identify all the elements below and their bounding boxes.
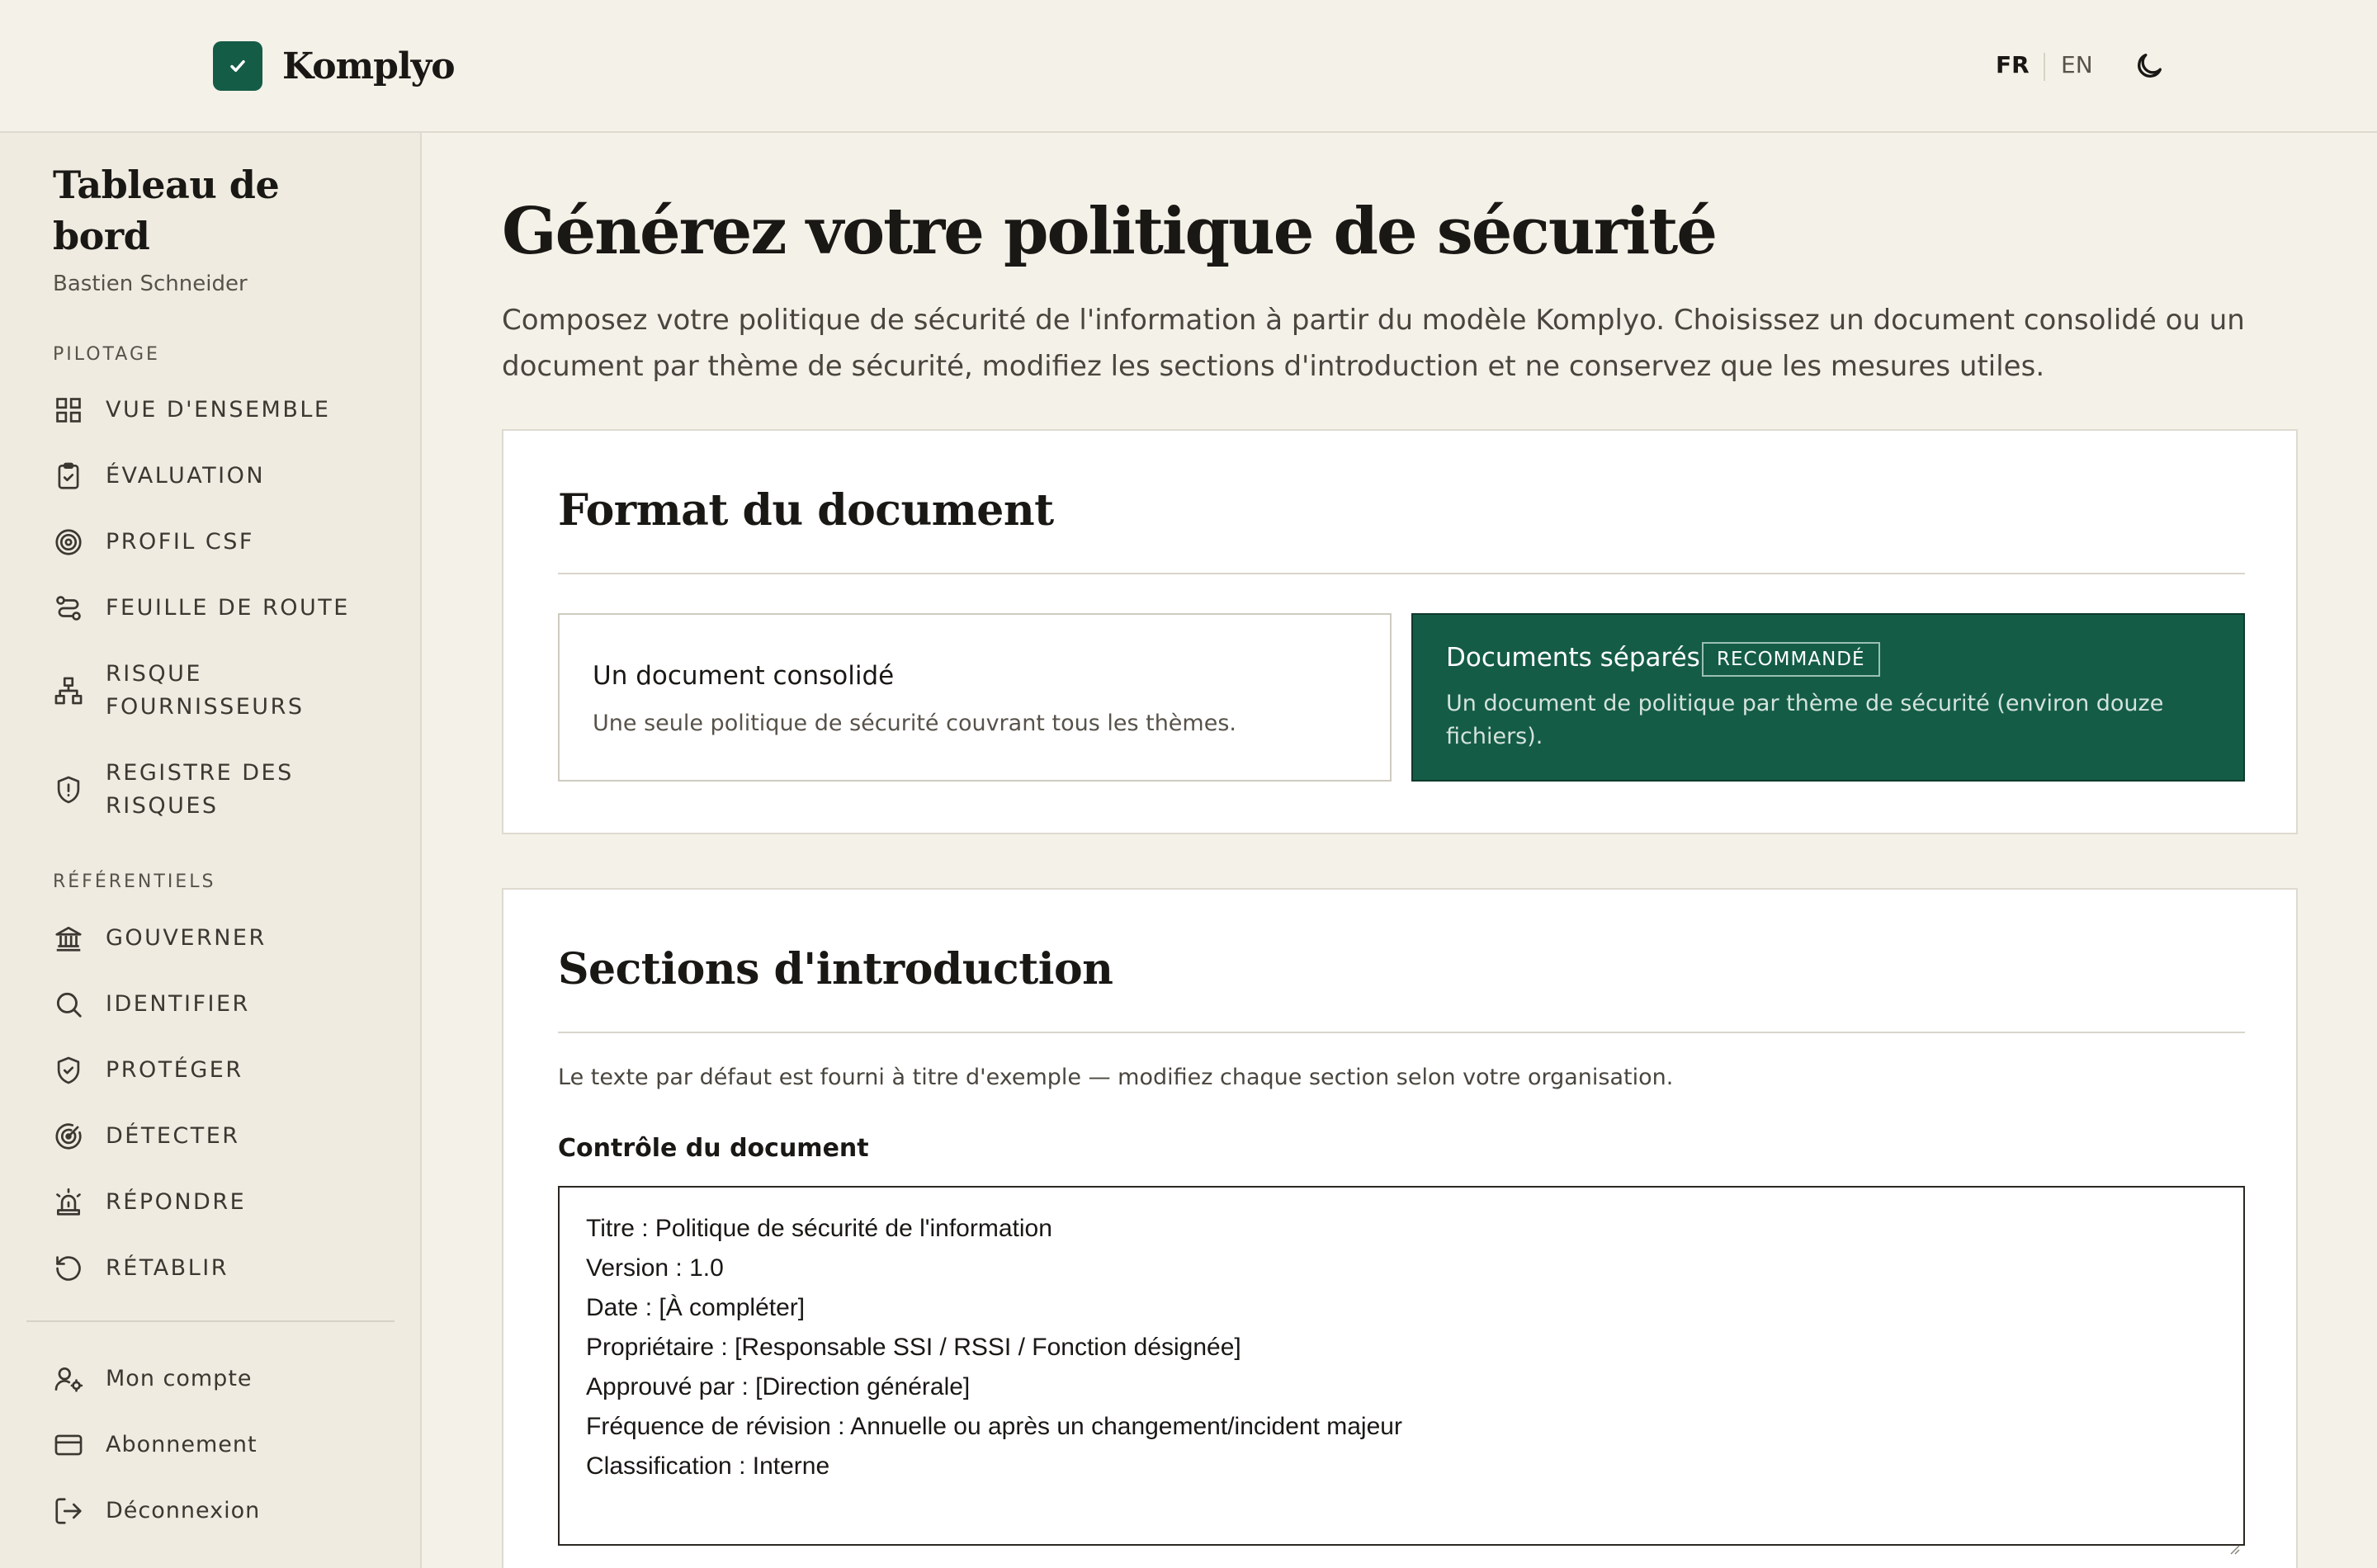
textarea-line: Version : 1.0: [586, 1254, 724, 1282]
sidebar-item-identifier[interactable]: [53, 988, 250, 1021]
format-card: [502, 429, 2298, 834]
log-out-icon: [53, 1495, 84, 1527]
credit-card-icon: [53, 1429, 84, 1461]
document-control-label: Contrôle du document: [558, 1134, 869, 1163]
option-title: Documents séparés: [1446, 643, 1700, 673]
sidebar-title: Tableau de bord: [53, 163, 280, 258]
sidebar-item-label: FEUILLE DE ROUTE: [106, 595, 350, 621]
brand-name: Komplyo: [282, 45, 455, 87]
sidebar-item-abonnement[interactable]: [53, 1429, 258, 1462]
shield-alert-icon: [53, 774, 84, 805]
textarea-line: Titre : Politique de sécurité de l'information: [586, 1215, 1052, 1242]
card-divider: [558, 573, 2245, 574]
document-control-textarea[interactable]: [558, 1186, 2245, 1546]
sidebar-item-feuille-de-route[interactable]: [53, 592, 350, 625]
sidebar-item-label: PROTÉGER: [106, 1057, 243, 1083]
option-description: Une seule politique de sécurité couvrant tous les thèmes.: [593, 711, 1236, 736]
sidebar-item-retablir[interactable]: [53, 1252, 229, 1285]
sidebar-item-label: ÉVALUATION: [106, 463, 266, 489]
sidebar: [0, 133, 422, 1568]
landmark-icon: [53, 923, 84, 954]
intro-card-note: Le texte par défaut est fourni à titre d'exemple — modifiez chaque section selon votre organisation.: [558, 1065, 1674, 1090]
sidebar-item-mon-compte[interactable]: [53, 1363, 253, 1396]
moon-icon[interactable]: [2133, 50, 2166, 83]
recommended-badge: RECOMMANDÉ: [1702, 642, 1880, 677]
sidebar-item-detecter[interactable]: [53, 1120, 240, 1153]
page-intro: Composez votre politique de sécurité de l'information à partir du modèle Komplyo. Choisissez un document consolidé ou un document par thème de sécurité, modifiez les sections d'introduction et ne conservez que les mesures utiles.: [502, 304, 2245, 383]
format-card-title: Format du document: [558, 485, 1054, 536]
sidebar-item-label: RISQUE FOURNISSEURS: [106, 661, 305, 720]
lang-fr-button[interactable]: FR: [1996, 51, 2030, 78]
page-title: Générez votre politique de sécurité: [502, 194, 1716, 269]
section-pilotage: PILOTAGE: [53, 344, 160, 365]
intro-card-title: Sections d'introduction: [558, 944, 1113, 994]
resize-handle[interactable]: [2227, 1528, 2240, 1541]
siren-icon: [53, 1187, 84, 1218]
sidebar-divider: [26, 1320, 395, 1322]
sidebar-item-label: Mon compte: [106, 1366, 253, 1391]
sidebar-item-proteger[interactable]: [53, 1054, 243, 1087]
user-cog-icon: [53, 1363, 84, 1395]
sidebar-item-label: RÉTABLIR: [106, 1255, 229, 1281]
sidebar-item-label: IDENTIFIER: [106, 991, 250, 1017]
rotate-ccw-icon: [53, 1253, 84, 1284]
sidebar-item-label: VUE D'ENSEMBLE: [106, 397, 331, 423]
sidebar-item-label: GOUVERNER: [106, 925, 267, 951]
sidebar-item-label: Déconnexion: [106, 1498, 261, 1523]
option-description: Un document de politique par thème de sécurité (environ douze fichiers).: [1446, 691, 2164, 749]
radar-icon: [53, 1121, 84, 1152]
textarea-line: Date : [À compléter]: [586, 1294, 806, 1321]
search-icon: [53, 989, 84, 1020]
sidebar-item-gouverner[interactable]: [53, 922, 267, 955]
textarea-line: Propriétaire : [Responsable SSI / RSSI / Fonction désignée]: [586, 1334, 1241, 1361]
sidebar-item-vue-ensemble[interactable]: [53, 394, 330, 427]
sidebar-item-label: REGISTRE DES RISQUES: [106, 760, 294, 819]
top-bar: [0, 0, 2377, 133]
sidebar-item-label: RÉPONDRE: [106, 1189, 247, 1215]
logo-check-icon: [213, 41, 262, 91]
grid-icon: [53, 394, 84, 426]
intro-sections-card: [502, 888, 2298, 1568]
sidebar-item-risque-fournisseurs[interactable]: [53, 658, 312, 724]
option-consolidated[interactable]: [558, 613, 1392, 782]
clipboard-check-icon: [53, 460, 84, 492]
brand[interactable]: [213, 41, 455, 91]
sidebar-item-label: DÉTECTER: [106, 1123, 240, 1149]
sidebar-item-repondre[interactable]: [53, 1186, 246, 1219]
route-icon: [53, 593, 84, 624]
sidebar-item-deconnexion[interactable]: [53, 1495, 260, 1528]
network-icon: [53, 675, 84, 706]
target-icon: [53, 527, 84, 558]
card-divider: [558, 1032, 2245, 1033]
textarea-line: Approuvé par : [Direction générale]: [586, 1373, 971, 1400]
lang-en-button[interactable]: EN: [2061, 51, 2093, 78]
option-separate[interactable]: [1411, 613, 2245, 782]
shield-check-icon: [53, 1055, 84, 1086]
user-name: Bastien Schneider: [53, 272, 248, 296]
option-title: Un document consolidé: [593, 661, 895, 691]
section-referentiels: RÉFÉRENTIELS: [53, 871, 216, 892]
textarea-line: Classification : Interne: [586, 1452, 830, 1480]
sidebar-item-label: Abonnement: [106, 1432, 258, 1457]
sidebar-item-evaluation[interactable]: [53, 460, 265, 493]
sidebar-item-profil-csf[interactable]: [53, 526, 254, 559]
lang-divider: [2044, 53, 2045, 81]
sidebar-item-registre-risques[interactable]: [53, 757, 312, 823]
sidebar-item-label: PROFIL CSF: [106, 529, 254, 555]
textarea-line: Fréquence de révision : Annuelle ou après un changement/incident majeur: [586, 1413, 1402, 1440]
